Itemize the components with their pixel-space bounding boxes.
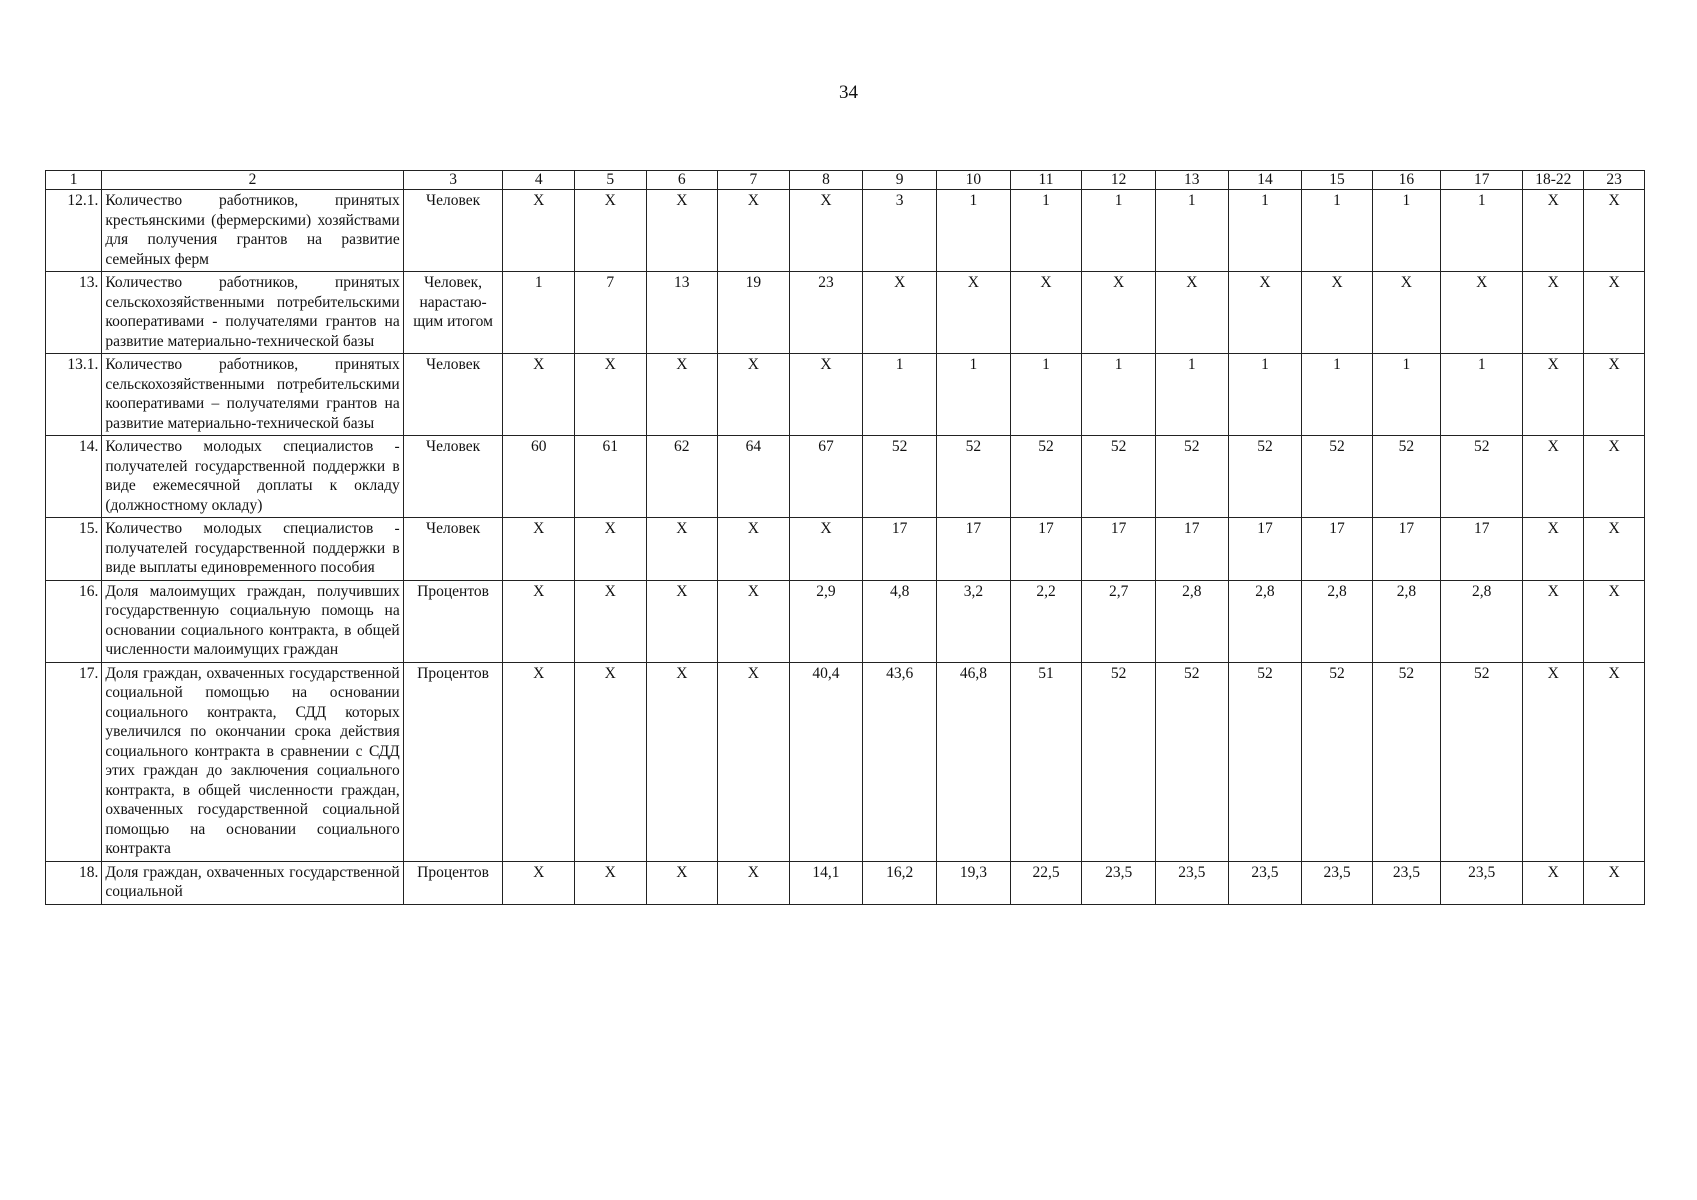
value-cell: 23,5 bbox=[1155, 861, 1228, 904]
value-cell: Х bbox=[503, 518, 575, 581]
row-number: 13. bbox=[46, 272, 102, 354]
value-cell: 23,5 bbox=[1372, 861, 1440, 904]
value-cell: 52 bbox=[1228, 436, 1302, 518]
table-row bbox=[46, 272, 1645, 354]
value-cell: Х bbox=[718, 190, 790, 272]
value-cell: 17 bbox=[1372, 518, 1440, 581]
value-cell: Х bbox=[503, 861, 575, 904]
column-number-cell: 17 bbox=[1441, 171, 1523, 190]
value-cell: Х bbox=[1082, 272, 1156, 354]
value-cell: Х bbox=[503, 190, 575, 272]
row-number: 16. bbox=[46, 580, 102, 662]
column-number-cell: 10 bbox=[937, 171, 1011, 190]
value-cell: Х bbox=[1228, 272, 1302, 354]
value-cell: 1 bbox=[1010, 190, 1082, 272]
value-cell: 1 bbox=[1372, 354, 1440, 436]
column-number-cell: 8 bbox=[789, 171, 863, 190]
value-cell: 1 bbox=[937, 190, 1011, 272]
value-cell: Х bbox=[1523, 436, 1584, 518]
value-cell: Х bbox=[789, 518, 863, 581]
column-number-cell: 9 bbox=[863, 171, 937, 190]
value-cell: 52 bbox=[1155, 436, 1228, 518]
value-cell: 52 bbox=[863, 436, 937, 518]
unit-of-measure: Процентов bbox=[403, 662, 503, 861]
value-cell: 17 bbox=[1155, 518, 1228, 581]
value-cell: Х bbox=[1372, 272, 1440, 354]
indicator-name: Доля граждан, охваченных государственной социальной bbox=[102, 861, 403, 904]
value-cell: Х bbox=[718, 580, 790, 662]
value-cell: Х bbox=[646, 354, 718, 436]
indicators-table bbox=[45, 170, 1645, 905]
column-number-cell: 6 bbox=[646, 171, 718, 190]
row-number: 14. bbox=[46, 436, 102, 518]
column-number-cell: 23 bbox=[1584, 171, 1645, 190]
indicator-name: Доля граждан, охваченных государственной социальной помощью на основании социального контракта, СДД которых увеличился по окончании срока действия социального контракта в сравнении с СДД этих граждан до заключения социального контракта, в общей численности граждан, охваченных государственной социальной помощью на основании социального контракта bbox=[102, 662, 403, 861]
value-cell: 52 bbox=[1302, 436, 1372, 518]
value-cell: Х bbox=[1523, 580, 1584, 662]
value-cell: 7 bbox=[574, 272, 646, 354]
value-cell: 1 bbox=[1302, 190, 1372, 272]
unit-of-measure: Человек bbox=[403, 354, 503, 436]
indicator-name: Количество работников, принятых сельскохозяйственными потребительскими кооперативами – получателями грантов на развитие материально-технической базы bbox=[102, 354, 403, 436]
value-cell: 17 bbox=[1302, 518, 1372, 581]
column-number-cell: 2 bbox=[102, 171, 403, 190]
value-cell: Х bbox=[646, 518, 718, 581]
column-number-cell: 7 bbox=[718, 171, 790, 190]
value-cell: 1 bbox=[503, 272, 575, 354]
column-number-cell: 13 bbox=[1155, 171, 1228, 190]
value-cell: Х bbox=[1584, 662, 1645, 861]
unit-of-measure: Процентов bbox=[403, 580, 503, 662]
unit-of-measure: Процентов bbox=[403, 861, 503, 904]
row-number: 17. bbox=[46, 662, 102, 861]
value-cell: Х bbox=[503, 662, 575, 861]
unit-of-measure: Человек bbox=[403, 436, 503, 518]
value-cell: 1 bbox=[1302, 354, 1372, 436]
value-cell: 52 bbox=[1155, 662, 1228, 861]
column-number-row bbox=[46, 171, 1645, 190]
value-cell: 19 bbox=[718, 272, 790, 354]
table-row bbox=[46, 354, 1645, 436]
value-cell: Х bbox=[1302, 272, 1372, 354]
value-cell: 17 bbox=[1228, 518, 1302, 581]
value-cell: 52 bbox=[937, 436, 1011, 518]
value-cell: Х bbox=[1584, 272, 1645, 354]
page-number: 34 bbox=[839, 82, 858, 103]
value-cell: 16,2 bbox=[863, 861, 937, 904]
unit-of-measure: Человек bbox=[403, 190, 503, 272]
value-cell: 52 bbox=[1441, 436, 1523, 518]
indicator-name: Доля малоимущих граждан, получивших государственную социальную помощь на основании социального контракта, в общей численности малоимущих граждан bbox=[102, 580, 403, 662]
value-cell: Х bbox=[1523, 861, 1584, 904]
row-number: 13.1. bbox=[46, 354, 102, 436]
value-cell: 23 bbox=[789, 272, 863, 354]
value-cell: Х bbox=[646, 580, 718, 662]
table-row bbox=[46, 662, 1645, 861]
value-cell: 52 bbox=[1082, 662, 1156, 861]
value-cell: 17 bbox=[1441, 518, 1523, 581]
value-cell: Х bbox=[1584, 436, 1645, 518]
value-cell: 52 bbox=[1441, 662, 1523, 861]
column-number-cell: 14 bbox=[1228, 171, 1302, 190]
column-number-cell: 4 bbox=[503, 171, 575, 190]
value-cell: 40,4 bbox=[789, 662, 863, 861]
value-cell: Х bbox=[1155, 272, 1228, 354]
value-cell: Х bbox=[503, 580, 575, 662]
value-cell: 23,5 bbox=[1082, 861, 1156, 904]
column-number-cell: 3 bbox=[403, 171, 503, 190]
value-cell: 60 bbox=[503, 436, 575, 518]
value-cell: Х bbox=[1584, 354, 1645, 436]
value-cell: 1 bbox=[1155, 354, 1228, 436]
value-cell: 2,8 bbox=[1372, 580, 1440, 662]
value-cell: Х bbox=[1441, 272, 1523, 354]
value-cell: Х bbox=[718, 354, 790, 436]
value-cell: 46,8 bbox=[937, 662, 1011, 861]
value-cell: 52 bbox=[1082, 436, 1156, 518]
column-number-cell: 11 bbox=[1010, 171, 1082, 190]
table-row bbox=[46, 861, 1645, 904]
value-cell: 1 bbox=[937, 354, 1011, 436]
value-cell: 3,2 bbox=[937, 580, 1011, 662]
value-cell: 67 bbox=[789, 436, 863, 518]
value-cell: Х bbox=[574, 354, 646, 436]
value-cell: Х bbox=[937, 272, 1011, 354]
value-cell: 1 bbox=[863, 354, 937, 436]
value-cell: Х bbox=[1584, 190, 1645, 272]
value-cell: 1 bbox=[1441, 354, 1523, 436]
value-cell: 23,5 bbox=[1441, 861, 1523, 904]
value-cell: Х bbox=[1523, 354, 1584, 436]
column-number-cell: 18-22 bbox=[1523, 171, 1584, 190]
value-cell: 17 bbox=[863, 518, 937, 581]
value-cell: Х bbox=[1523, 190, 1584, 272]
value-cell: 2,8 bbox=[1302, 580, 1372, 662]
row-number: 15. bbox=[46, 518, 102, 581]
value-cell: 52 bbox=[1302, 662, 1372, 861]
value-cell: 1 bbox=[1155, 190, 1228, 272]
value-cell: 2,8 bbox=[1441, 580, 1523, 662]
value-cell: 23,5 bbox=[1228, 861, 1302, 904]
value-cell: 1 bbox=[1441, 190, 1523, 272]
value-cell: 17 bbox=[1010, 518, 1082, 581]
value-cell: 14,1 bbox=[789, 861, 863, 904]
value-cell: 3 bbox=[863, 190, 937, 272]
column-number-cell: 15 bbox=[1302, 171, 1372, 190]
value-cell: Х bbox=[718, 861, 790, 904]
value-cell: 1 bbox=[1082, 190, 1156, 272]
indicator-name: Количество молодых специалистов - получателей государственной поддержки в виде выплаты единовременного пособия bbox=[102, 518, 403, 581]
value-cell: 52 bbox=[1372, 662, 1440, 861]
value-cell: 1 bbox=[1228, 354, 1302, 436]
value-cell: 62 bbox=[646, 436, 718, 518]
value-cell: Х bbox=[1584, 580, 1645, 662]
value-cell: 61 bbox=[574, 436, 646, 518]
value-cell: 19,3 bbox=[937, 861, 1011, 904]
value-cell: Х bbox=[574, 518, 646, 581]
indicator-name: Количество работников, принятых крестьянскими (фермерскими) хозяйствами для получения грантов на развитие семейных ферм bbox=[102, 190, 403, 272]
unit-of-measure: Человек, нарастаю-щим итогом bbox=[403, 272, 503, 354]
value-cell: Х bbox=[1523, 518, 1584, 581]
value-cell: 4,8 bbox=[863, 580, 937, 662]
value-cell: Х bbox=[1584, 861, 1645, 904]
value-cell: 1 bbox=[1010, 354, 1082, 436]
value-cell: 1 bbox=[1082, 354, 1156, 436]
value-cell: Х bbox=[503, 354, 575, 436]
value-cell: 52 bbox=[1010, 436, 1082, 518]
table-row bbox=[46, 436, 1645, 518]
table-row bbox=[46, 580, 1645, 662]
value-cell: 17 bbox=[937, 518, 1011, 581]
value-cell: Х bbox=[574, 662, 646, 861]
value-cell: 1 bbox=[1228, 190, 1302, 272]
value-cell: Х bbox=[718, 518, 790, 581]
value-cell: 2,8 bbox=[1228, 580, 1302, 662]
value-cell: Х bbox=[646, 861, 718, 904]
value-cell: Х bbox=[1523, 662, 1584, 861]
value-cell: Х bbox=[1523, 272, 1584, 354]
row-number: 12.1. bbox=[46, 190, 102, 272]
value-cell: Х bbox=[863, 272, 937, 354]
value-cell: 13 bbox=[646, 272, 718, 354]
value-cell: Х bbox=[574, 580, 646, 662]
value-cell: Х bbox=[789, 190, 863, 272]
value-cell: 52 bbox=[1372, 436, 1440, 518]
column-number-cell: 5 bbox=[574, 171, 646, 190]
value-cell: 23,5 bbox=[1302, 861, 1372, 904]
value-cell: Х bbox=[718, 662, 790, 861]
value-cell: 2,2 bbox=[1010, 580, 1082, 662]
value-cell: 1 bbox=[1372, 190, 1440, 272]
value-cell: Х bbox=[1584, 518, 1645, 581]
row-number: 18. bbox=[46, 861, 102, 904]
value-cell: 2,9 bbox=[789, 580, 863, 662]
indicator-name: Количество молодых специалистов - получателей государственной поддержки в виде ежемесячной доплаты к окладу (должностному окладу) bbox=[102, 436, 403, 518]
value-cell: Х bbox=[1010, 272, 1082, 354]
value-cell: 17 bbox=[1082, 518, 1156, 581]
unit-of-measure: Человек bbox=[403, 518, 503, 581]
value-cell: 51 bbox=[1010, 662, 1082, 861]
column-number-cell: 16 bbox=[1372, 171, 1440, 190]
table-row bbox=[46, 190, 1645, 272]
value-cell: Х bbox=[574, 861, 646, 904]
column-number-cell: 1 bbox=[46, 171, 102, 190]
value-cell: 64 bbox=[718, 436, 790, 518]
value-cell: 22,5 bbox=[1010, 861, 1082, 904]
value-cell: 2,8 bbox=[1155, 580, 1228, 662]
value-cell: Х bbox=[646, 662, 718, 861]
column-number-cell: 12 bbox=[1082, 171, 1156, 190]
value-cell: Х bbox=[789, 354, 863, 436]
value-cell: 2,7 bbox=[1082, 580, 1156, 662]
value-cell: 52 bbox=[1228, 662, 1302, 861]
value-cell: Х bbox=[646, 190, 718, 272]
value-cell: Х bbox=[574, 190, 646, 272]
value-cell: 43,6 bbox=[863, 662, 937, 861]
table-row bbox=[46, 518, 1645, 581]
indicator-name: Количество работников, принятых сельскохозяйственными потребительскими кооперативами - получателями грантов на развитие материально-технической базы bbox=[102, 272, 403, 354]
